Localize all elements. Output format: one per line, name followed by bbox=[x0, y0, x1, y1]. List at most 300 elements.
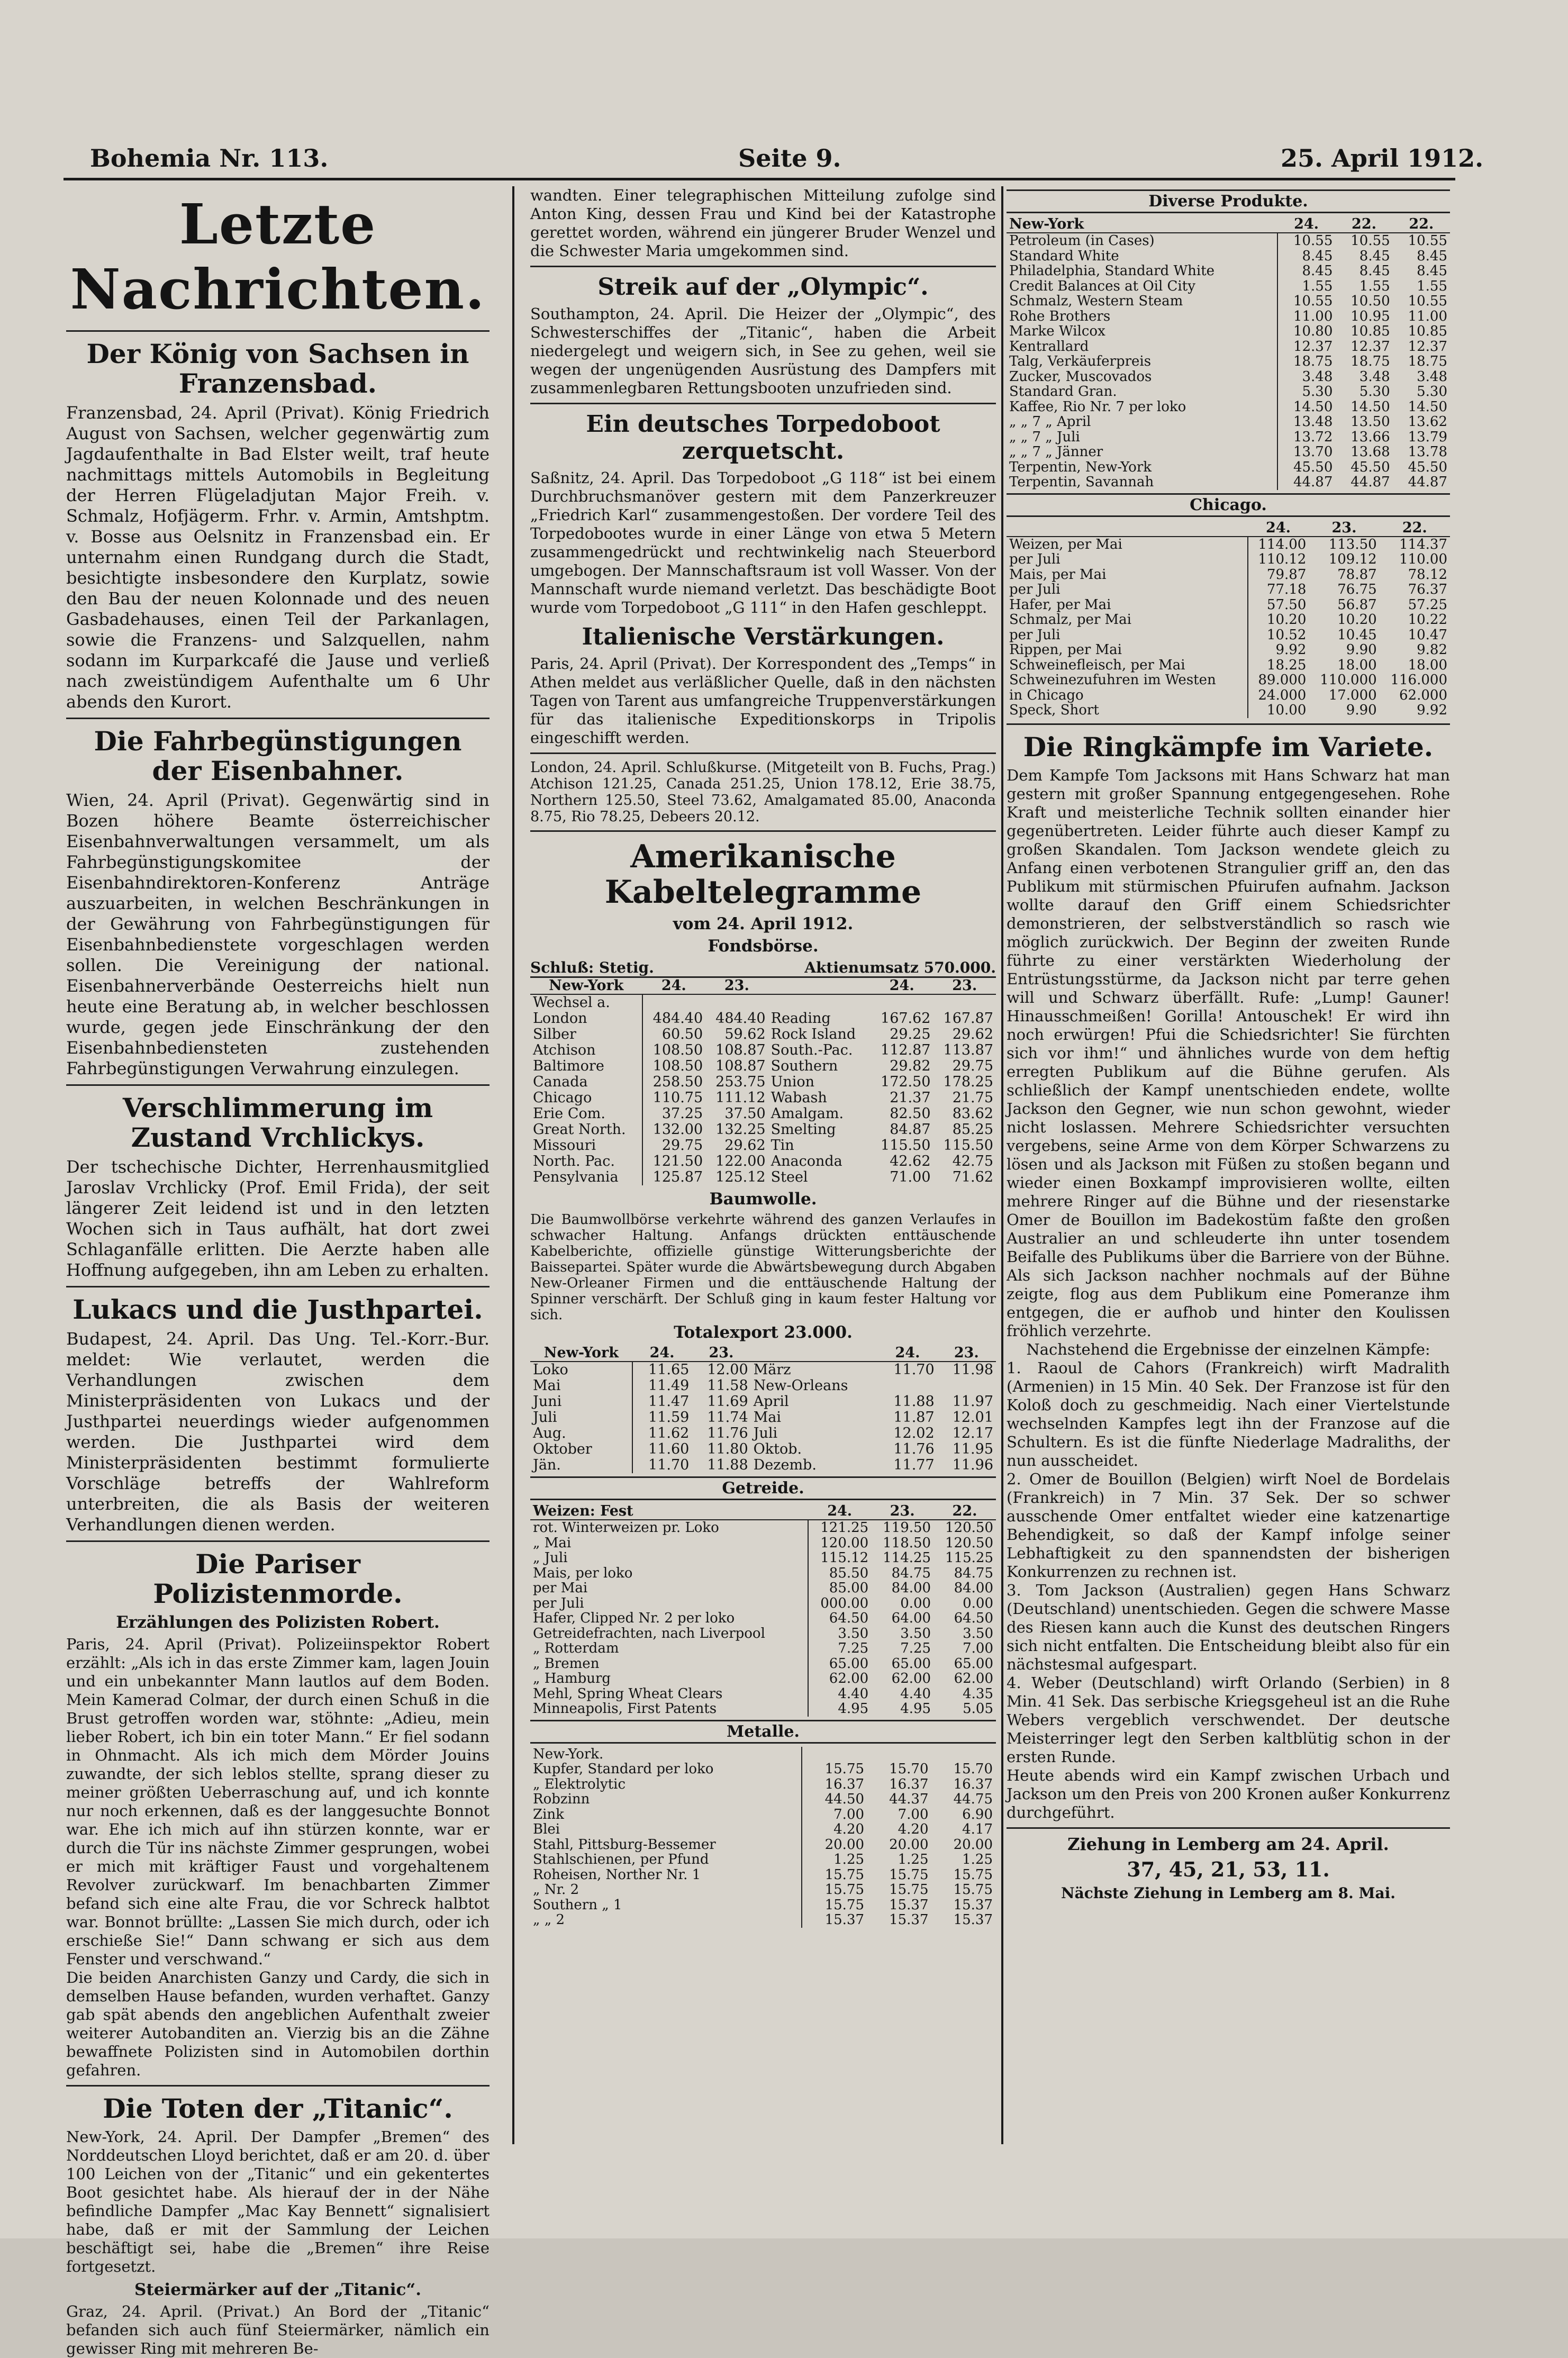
metalle-table bbox=[530, 1747, 996, 1928]
table-row bbox=[530, 1898, 995, 1913]
table-cell: 10.55 bbox=[1408, 293, 1447, 309]
table-cell: 82.50 bbox=[890, 1105, 931, 1122]
table-cell bbox=[933, 994, 996, 1011]
table-cell: „ Bremen bbox=[533, 1655, 600, 1672]
table-cell: 83.62 bbox=[952, 1105, 993, 1122]
table-cell: 8.45 bbox=[1277, 249, 1336, 264]
table-row bbox=[1007, 279, 1450, 294]
table-cell: 71.00 bbox=[890, 1169, 931, 1186]
result-item: 4. Weber (Deutschland) wirft Orlando (Serbien) in 8 Min. 41 Sek. Das serbische Kriegsgeheul ist an die Ruhe Webers vergeblich verschwendet. Der deutsche Meisterringer legt den Serben kaltblütig schon in der ersten Runde. bbox=[1007, 1673, 1450, 1766]
table-cell: 11.70 bbox=[632, 1457, 692, 1473]
article-headline: Die Toten der „Titanic“. bbox=[103, 2093, 453, 2124]
table-cell: 9.90 bbox=[1346, 642, 1377, 658]
table-row bbox=[1007, 673, 1450, 688]
article-headline: Italienische Verstärkungen. bbox=[582, 623, 945, 650]
table-cell: 42.62 bbox=[890, 1153, 931, 1170]
table-cell: North. Pac. bbox=[533, 1153, 615, 1170]
table-cell: 4.40 bbox=[808, 1686, 871, 1702]
table-cell: 10.52 bbox=[1248, 628, 1309, 643]
table-cell: 120.00 bbox=[808, 1536, 871, 1551]
table-cell: 109.12 bbox=[1328, 551, 1377, 567]
table-cell: New-York. bbox=[533, 1746, 604, 1762]
table-cell: 45.50 bbox=[1408, 459, 1447, 475]
table-cell: 484.40 bbox=[642, 1011, 706, 1027]
table-cell: Silber bbox=[533, 1026, 576, 1043]
table-cell: 121.25 bbox=[808, 1520, 871, 1536]
table-row bbox=[530, 1747, 995, 1762]
table-row bbox=[1007, 233, 1450, 249]
table-cell: 1.55 bbox=[1277, 279, 1336, 294]
table-cell: 37.25 bbox=[642, 1106, 706, 1122]
table-cell: 29.25 bbox=[890, 1026, 931, 1043]
table-cell: 108.50 bbox=[642, 1042, 706, 1058]
table-cell: 45.50 bbox=[1277, 460, 1336, 475]
table-cell: 24.000 bbox=[1248, 688, 1309, 703]
table-cell: Zink bbox=[533, 1806, 564, 1822]
table-row bbox=[1007, 400, 1450, 415]
table-cell: 10.55 bbox=[1277, 294, 1336, 309]
table-cell: Petroleum (in Cases) bbox=[1009, 233, 1155, 249]
table-cell: Minneapolis, First Patents bbox=[533, 1701, 717, 1717]
table-cell: „ Juli bbox=[533, 1550, 568, 1566]
table-cell: 13.62 bbox=[1408, 414, 1447, 430]
table-cell: 77.18 bbox=[1248, 582, 1309, 597]
table-cell: 167.87 bbox=[943, 1010, 993, 1027]
table-cell: 172.50 bbox=[881, 1074, 931, 1091]
table-row bbox=[1007, 369, 1450, 385]
kabel-title: Amerikanische Kabeltelegramme bbox=[604, 838, 922, 911]
table-cell: 132.25 bbox=[715, 1121, 766, 1138]
divider bbox=[66, 1084, 490, 1086]
baumwolle-table bbox=[530, 1345, 996, 1473]
table-cell: 85.50 bbox=[808, 1566, 871, 1581]
article-headline: Die Pariser Polizistenmorde. bbox=[153, 1548, 403, 1609]
table-cell: 110.00 bbox=[1399, 551, 1447, 567]
article-body: Southampton, 24. April. Die Heizer der „Olympic“, des Schwesterschiffes der „Titanic“, haben die Arbeit niedergelegt und weigern sich, in See zu gehen, weil sie wegen der ungenügenden Ausrüstung des Dampfers mit zusammenlegbaren Rettungsbooten unzufrieden sind. bbox=[530, 305, 996, 397]
divider bbox=[66, 1286, 490, 1287]
table-cell: Weizen, per Mai bbox=[1009, 536, 1122, 552]
table-cell: per Juli bbox=[1009, 582, 1061, 597]
header-issue: Bohemia Nr. 113. bbox=[90, 144, 329, 173]
table-cell: 10.20 bbox=[1337, 612, 1377, 628]
result-item: 3. Tom Jackson (Australien) gegen Hans Schwarz (Deutschland) unentschieden. Gegen die schwere Masse des Riesen kann auch die Kunst des deutschen Ringers sich nicht entfalten. Die Entscheidung bleibt also für ein nächstesmal aufgespart. bbox=[1007, 1581, 1450, 1673]
table-cell: 84.00 bbox=[954, 1580, 993, 1597]
result-item: 1. Raoul de Cahors (Frankreich) wirft Madralith (Armenien) in 15 Min. 40 Sek. Der Franzose ist für den Koloß doch zu geschmeidig. Nach einer Viertelstunde wechselnden Kampfes legt ihn der Franzose auf die Schultern. Es ist die fünfte Niederlage Madraliths, der nun ausscheidet. bbox=[1007, 1358, 1450, 1470]
table-cell: 10.50 bbox=[1351, 293, 1390, 309]
table-cell bbox=[802, 1747, 867, 1762]
table-row bbox=[1007, 658, 1450, 673]
divider bbox=[530, 266, 996, 267]
table-cell: 9.92 bbox=[1417, 702, 1447, 718]
table-cell: 13.72 bbox=[1277, 430, 1336, 445]
table-cell: Wabash bbox=[771, 1090, 827, 1107]
table-cell: 5.30 bbox=[1417, 384, 1447, 400]
table-cell: Getreidefrachten, nach Liverpool bbox=[533, 1625, 765, 1641]
table-cell bbox=[937, 1378, 996, 1394]
table-cell: 112.87 bbox=[881, 1042, 931, 1059]
fonds-table bbox=[530, 978, 996, 1185]
table-cell: „ „ 7 „ April bbox=[1009, 414, 1091, 430]
table-cell: 116.000 bbox=[1390, 672, 1447, 688]
table-cell: 29.82 bbox=[890, 1058, 931, 1075]
table-cell: 60.50 bbox=[642, 1027, 706, 1042]
table-header: 24. bbox=[632, 1345, 692, 1362]
table-cell: Baltimore bbox=[533, 1058, 604, 1075]
table-cell: per Juli bbox=[1009, 627, 1061, 643]
table-cell: 114.37 bbox=[1399, 536, 1447, 552]
table-cell: 62.000 bbox=[1399, 687, 1447, 703]
table-row bbox=[1007, 414, 1450, 430]
table-row bbox=[1007, 384, 1450, 400]
table-cell: „ Mai bbox=[533, 1535, 572, 1551]
table-cell: 12.37 bbox=[1408, 338, 1447, 355]
table-cell: Juli bbox=[753, 1425, 778, 1442]
table-cell: 115.50 bbox=[881, 1137, 931, 1154]
table-row bbox=[1007, 582, 1450, 597]
divider bbox=[530, 830, 996, 832]
table-row bbox=[530, 1626, 996, 1641]
table-cell: Wechsel a. bbox=[533, 994, 610, 1011]
table-row bbox=[530, 1362, 996, 1378]
table-row bbox=[530, 1762, 995, 1777]
table-cell: 56.87 bbox=[1337, 596, 1377, 613]
table-cell: in Chicago bbox=[1009, 687, 1084, 703]
stock-report: London, 24. April. Schlußkurse. (Mitgeteilt von B. Fuchs, Prag.) Atchison 121.25, Canada 251.25, Union 178.12, Erie 38.75, Northern 125.50, Steel 73.62, Amalgamated 85.00, Anaconda 8.75, Rio 78.25, Debeers 20.12. bbox=[530, 759, 996, 825]
table-cell: Erie Com. bbox=[533, 1105, 605, 1122]
table-row bbox=[530, 1520, 996, 1536]
table-cell: Hafer, per Mai bbox=[1009, 596, 1111, 613]
table-cell: 18.75 bbox=[1351, 353, 1390, 369]
table-cell: rot. Winterweizen pr. Loko bbox=[533, 1520, 719, 1536]
table-cell: 89.000 bbox=[1248, 673, 1309, 688]
table-cell: 11.65 bbox=[632, 1362, 692, 1378]
table-cell: 13.70 bbox=[1277, 445, 1336, 460]
table-cell: 7.00 bbox=[963, 1640, 993, 1657]
article-headline: Die Ringkämpfe im Variete. bbox=[1023, 731, 1434, 763]
table-cell: 6.90 bbox=[962, 1806, 993, 1822]
table-cell: Dezemb. bbox=[753, 1457, 817, 1474]
table-cell: Rohe Brothers bbox=[1009, 308, 1111, 324]
table-header: 24. bbox=[1248, 520, 1309, 537]
article-body: Graz, 24. April. (Privat.) An Bord der „Titanic“ befanden sich auch fünf Steiermärker, nämlich ein gewisser Ring mit mehreren Be- bbox=[66, 2302, 490, 2357]
table-row bbox=[1007, 309, 1450, 324]
table-cell: 44.87 bbox=[1351, 474, 1390, 490]
table-header: 23. bbox=[1309, 520, 1379, 537]
table-cell: „ Elektrolytic bbox=[533, 1776, 626, 1792]
table-header: 22. bbox=[1380, 520, 1450, 537]
table-cell: 11.80 bbox=[707, 1441, 748, 1458]
table-cell: 11.59 bbox=[632, 1410, 692, 1426]
table-cell: 57.50 bbox=[1248, 597, 1309, 613]
table-row bbox=[530, 1122, 996, 1138]
table-cell: 11.87 bbox=[893, 1409, 935, 1426]
table-cell: 5.30 bbox=[1277, 384, 1336, 400]
table-row bbox=[530, 1882, 995, 1898]
table-cell: 15.75 bbox=[802, 1882, 867, 1898]
table-row bbox=[530, 1686, 996, 1702]
table-cell: 85.25 bbox=[952, 1121, 993, 1138]
table-row bbox=[530, 1566, 996, 1581]
table-cell: 4.35 bbox=[963, 1685, 993, 1702]
table-header: New-York bbox=[1007, 216, 1277, 233]
table-cell bbox=[878, 1378, 937, 1394]
table-cell: Oktob. bbox=[753, 1441, 802, 1458]
table-cell: 11.49 bbox=[632, 1378, 692, 1394]
table-cell: Zucker, Muscovados bbox=[1009, 368, 1152, 385]
table-cell: 44.87 bbox=[1408, 474, 1447, 490]
table-cell: 15.37 bbox=[802, 1912, 867, 1928]
table-row bbox=[1007, 597, 1450, 613]
getreide-table-body bbox=[530, 1520, 996, 1717]
table-row bbox=[1007, 430, 1450, 445]
table-cell: 11.62 bbox=[632, 1426, 692, 1441]
table-cell: 4.40 bbox=[900, 1685, 931, 1702]
table-cell: Great North. bbox=[533, 1121, 626, 1138]
table-cell: 11.88 bbox=[707, 1457, 748, 1474]
table-cell: Standard Gran. bbox=[1009, 384, 1117, 400]
table-header: Weizen: Fest bbox=[530, 1503, 808, 1520]
table-row bbox=[530, 1611, 996, 1626]
table-header: 24. bbox=[871, 978, 933, 994]
table-row bbox=[530, 1394, 996, 1410]
table-row bbox=[530, 1596, 996, 1611]
table-cell: 15.37 bbox=[889, 1912, 929, 1928]
table-cell: März bbox=[753, 1362, 791, 1378]
article-body: Dem Kampfe Tom Jacksons mit Hans Schwarz hat man gestern mit großer Spannung entgegengesehen. Rohe Kraft und meisterliche Technik sollten einander hier gegenübertreten. Leider führte auch dieser Kampf zu großen Skandalen. Tom Jackson wendete gleich zu Anfang einen verbotenen Strangulier griff an, den das Publikum mit stürmischen Pfuirufen aufnahm. Jackson wollte darauf den Griff einem Schiedsrichter demonstrieren, der selbstverständlich so rasch wie möglich zurückwich. Der Beginn der zweiten Runde führte zu einer verstärkten Wiederholung der Entrüstungsstürme, da Jackson nicht par terre gehen will und Schwarz überfällt. Rufe: „Lump! Gauner! Hinausschmeißen! Gorilla! Antouschek! Er wird ihn noch erwürgen! Pfui die Schiedsrichter! Sie fürchten sich vor ihm!“ und ähnliches wurde von dem heftig erregten Publikum auf die Bühne gerufen. Als schließlich der Kampf unentschieden endete, wollte Jackson den Gegner, wie nun schon gewohnt, wieder nicht loslassen. Mehrere Schiedsrichter versuchten vergebens, seine Arme von dem Körper Schwarzens zu lösen und als Jackson mit Füßen zu stoßen begann und wieder einen Boxkampf improvisieren wollte, eilten mehrere Ringer auf die Bühne und der riesenstarke Omer de Bouillon im Badekostüm faßte den großen Australier an und schleuderte ihn unter tosendem Beifalle des Publikums über die Barriere von der Bühne. Als sich Jackson nachher nochmals auf der Bühne zeigte, flog aus dem Publikum eine Pomeranze ihm entgegen, die er aufhob und hinter den Koulissen fröhlich verzehrte. bbox=[1007, 766, 1450, 1340]
table-cell: 76.37 bbox=[1408, 582, 1447, 597]
table-cell: 11.77 bbox=[893, 1457, 935, 1474]
fonds-title: Fondsbörse. bbox=[708, 937, 819, 956]
diverse-title: Diverse Produkte. bbox=[1007, 189, 1450, 213]
table-row bbox=[530, 1792, 995, 1807]
table-cell: Mai bbox=[533, 1377, 561, 1394]
table-cell: 10.22 bbox=[1408, 612, 1447, 628]
divider bbox=[1007, 1827, 1450, 1829]
table-cell: 1.25 bbox=[962, 1852, 993, 1868]
chicago-title: Chicago. bbox=[1007, 493, 1450, 517]
table-cell: 84.87 bbox=[890, 1121, 931, 1138]
table-row bbox=[530, 1426, 996, 1441]
table-cell: 85.00 bbox=[808, 1581, 871, 1596]
table-cell: 120.50 bbox=[945, 1535, 993, 1551]
table-cell: 110.75 bbox=[642, 1090, 706, 1106]
table-cell: Schmalz, per Mai bbox=[1009, 612, 1131, 628]
table-cell: 15.70 bbox=[953, 1761, 993, 1777]
table-cell: Blei bbox=[533, 1821, 560, 1838]
table-cell: 15.37 bbox=[953, 1912, 993, 1928]
table-row bbox=[1007, 567, 1450, 583]
table-header: 23. bbox=[933, 978, 996, 994]
table-cell: 4.17 bbox=[962, 1821, 993, 1838]
table-row bbox=[530, 1441, 996, 1457]
table-row bbox=[530, 1090, 996, 1106]
table-cell bbox=[705, 994, 768, 1011]
table-cell: 114.25 bbox=[883, 1550, 931, 1566]
table-row bbox=[530, 1822, 995, 1837]
table-cell: 1.55 bbox=[1359, 278, 1390, 294]
table-header: New-York bbox=[530, 1345, 632, 1362]
article-body: Heute abends wird ein Kampf zwischen Urbach und Jackson um den Preis von 200 Kronen außer Konkurrenz durchgeführt. bbox=[1007, 1766, 1450, 1821]
divider bbox=[66, 2085, 490, 2087]
table-header: 23. bbox=[937, 1345, 996, 1362]
table-cell: 8.45 bbox=[1417, 248, 1447, 264]
table-cell: 10.47 bbox=[1408, 627, 1447, 643]
table-cell: 12.37 bbox=[1351, 338, 1390, 355]
table-cell: Kentrallard bbox=[1009, 338, 1089, 355]
article-headline: Ein deutsches Torpedoboot zerquetscht. bbox=[586, 411, 940, 465]
table-cell: 3.50 bbox=[900, 1625, 931, 1641]
table-header: 22. bbox=[1335, 216, 1392, 233]
diverse-table bbox=[1007, 216, 1450, 490]
table-row bbox=[530, 1656, 996, 1672]
article-headline: Steiermärker auf der „Titanic“. bbox=[134, 2280, 421, 2299]
table-row bbox=[530, 1074, 996, 1090]
table-cell: 13.68 bbox=[1351, 444, 1390, 460]
table-header: 24. bbox=[808, 1503, 871, 1520]
baumwolle-table-body bbox=[530, 1362, 996, 1473]
table-cell: 37.50 bbox=[724, 1105, 766, 1122]
table-cell: 11.76 bbox=[707, 1425, 748, 1442]
table-cell: Smelting bbox=[771, 1121, 836, 1138]
table-cell: 0.00 bbox=[900, 1595, 931, 1611]
table-cell: 108.87 bbox=[715, 1058, 766, 1075]
table-cell: Jän. bbox=[533, 1457, 561, 1474]
table-cell: 484.40 bbox=[715, 1010, 766, 1027]
table-row bbox=[530, 1042, 996, 1058]
table-cell: 4.20 bbox=[898, 1821, 929, 1838]
table-cell: 10.85 bbox=[1408, 323, 1447, 339]
table-row bbox=[530, 1852, 995, 1867]
table-cell: Chicago bbox=[533, 1090, 592, 1107]
table-cell: Union bbox=[771, 1074, 815, 1091]
table-row bbox=[530, 1777, 995, 1792]
article-body: Paris, 24. April (Privat). Polizeiinspektor Robert erzählt: „Als ich in das erste Zimmer kam, lagen Jouin und ein unbekannter Mann lautlos auf dem Boden. Mein Kamerad Colmar, der durch einen Schuß in die Brust getroffen worden war, stöhnte: „Adieu, mein lieber Robert, ich bin ein toter Mann.“ Er fiel sodann in Ohnmacht. Als ich mich dem Mörder Jouins zuwandte, der sich leblos stellte, sprang dieser zu meiner größten Ueberraschung auf, und ich konnte nur noch erkennen, daß es der langgesuchte Bonnot war. Ehe ich mich auf ihn stürzen konnte, war er durch die Tür ins nächste Zimmer gesprungen, wobei er mich mit kräftiger Faust und vorgehaltenem Revolver zurückwarf. Im benachbarten Zimmer befand sich eine alte Frau, die vor Schreck halbtot war. Bonnot brüllte: „Lassen Sie mich durch, oder ich erschieße Sie!“ Dann schwang er sich aus dem Fenster und verschwand.“ bbox=[66, 1635, 490, 1968]
table-cell: 3.48 bbox=[1359, 368, 1390, 385]
article-body: Franzensbad, 24. April (Privat). König Friedrich August von Sachsen, welcher gegenwärtig zum Jagdaufenthalte in Bad Elster weilt, traf heute nachmittags mittels Automobils in Begleitung der Herren Flügeladjutan Major Freih. v. Schmalz, Hofjägerm. Frhr. v. Armin, Amtshptm. v. Bosse aus Oelsnitz in Franzensbad ein. Er unternahm einen Rundgang durch die Stadt, besichtigte insbesondere den Kurplatz, sowie den Bau der neuen Kolonnade und des neuen Gasbadehauses, einen Teil der Parkanlagen, sowie die Franzens- und Salzquellen, nahm sodann im Kurparkcafé die Jause und verließ nach zweistündigem Aufenthalte um 6 Uhr abends den Kurort. bbox=[66, 403, 490, 712]
table-cell: Aug. bbox=[533, 1425, 566, 1442]
table-row bbox=[1007, 445, 1450, 460]
baumwolle-text: Die Baumwollbörse verkehrte während des ganzen Verlaufes in schwacher Haltung. Anfangs drückten enttäuschende Kabelberichte, offizielle günstige Witterungsberichte der Baissepartei. Später wurde die Abwärtsbewegung durch Abgaben New-Orleaner Firmen und die enttäuschende Haltung der Spinner verschärft. Der Schluß ging in kaum fester Haltung vor sich. bbox=[530, 1212, 996, 1323]
table-cell: 45.50 bbox=[1351, 459, 1390, 475]
table-cell: 11.60 bbox=[632, 1441, 692, 1457]
getreide-table bbox=[530, 1503, 996, 1717]
table-cell: 8.45 bbox=[1277, 264, 1336, 279]
article-body: Wien, 24. April (Privat). Gegenwärtig sind in Bozen höhere Beamte österreichischer Eisenbahnverwaltungen versammelt, um als Fahrbegünstigungskomitee der Eisenbahndirektoren-Konferenz Anträge auszuarbeiten, in welchen Beschränkungen in der Gewährung von Fahrbegünstigungen für Eisenbahnbedienstete vorgeschlagen werden sollen. Die Vereinigung der national. Eisenbahnerverbände Oesterreichs hielt nun heute eine Beratung ab, in welcher beschlossen wurde, gegen jede Einschränkung der den Eisenbahnbediensteten zustehenden Fahrbegünstigungen Verwahrung einzulegen. bbox=[66, 790, 490, 1078]
table-cell: „ „ 7 „ Jänner bbox=[1009, 444, 1103, 460]
table-cell: 18.25 bbox=[1248, 658, 1309, 673]
table-cell: 59.62 bbox=[724, 1026, 766, 1043]
table-cell: 44.75 bbox=[953, 1791, 993, 1808]
column-2 bbox=[530, 186, 996, 2139]
totalexport: Totalexport 23.000. bbox=[674, 1323, 853, 1343]
divider bbox=[1007, 723, 1450, 725]
metalle-table-body bbox=[530, 1747, 995, 1928]
table-row bbox=[530, 1378, 996, 1394]
table-cell: 11.58 bbox=[707, 1377, 748, 1394]
table-cell: 65.00 bbox=[808, 1656, 871, 1672]
table-cell: Kaffee, Rio Nr. 7 per loko bbox=[1009, 398, 1186, 415]
table-cell: 11.00 bbox=[1408, 308, 1447, 324]
table-cell: 71.62 bbox=[952, 1169, 993, 1186]
results-intro: Nachstehend die Ergebnisse der einzelnen Kämpfe: bbox=[1026, 1340, 1430, 1358]
table-cell: 10.85 bbox=[1351, 323, 1390, 339]
table-row bbox=[1007, 460, 1450, 475]
article-headline: Lukacs und die Justhpartei. bbox=[72, 1294, 483, 1325]
table-cell: Amalgam. bbox=[771, 1105, 844, 1122]
table-cell: 78.87 bbox=[1337, 566, 1377, 583]
table-row bbox=[530, 1701, 996, 1717]
table-cell: 4.20 bbox=[802, 1822, 867, 1837]
table-row bbox=[530, 1550, 996, 1566]
table-cell: 9.82 bbox=[1417, 642, 1447, 658]
table-cell: 11.74 bbox=[707, 1409, 748, 1426]
table-cell: 7.25 bbox=[808, 1641, 871, 1656]
table-cell: 4.95 bbox=[808, 1701, 871, 1717]
table-row bbox=[530, 1457, 996, 1473]
table-cell: 5.30 bbox=[1359, 384, 1390, 400]
table-cell: 11.00 bbox=[1277, 309, 1336, 324]
table-cell: 15.75 bbox=[953, 1866, 993, 1883]
table-row bbox=[530, 1138, 996, 1154]
divider bbox=[66, 718, 490, 719]
table-row bbox=[1007, 339, 1450, 355]
table-row bbox=[530, 1867, 995, 1883]
table-row bbox=[530, 1027, 996, 1042]
table-cell: Reading bbox=[771, 1010, 831, 1027]
table-cell: 20.00 bbox=[889, 1836, 929, 1853]
table-cell: Mehl, Spring Wheat Clears bbox=[533, 1685, 723, 1702]
table-cell: 42.75 bbox=[952, 1153, 993, 1170]
table-cell: 10.55 bbox=[1408, 233, 1447, 249]
table-cell: 113.87 bbox=[943, 1042, 993, 1059]
table-cell: 000.00 bbox=[808, 1596, 871, 1611]
table-cell: 10.80 bbox=[1277, 324, 1336, 339]
column-divider bbox=[1001, 186, 1003, 2144]
table-cell: 258.50 bbox=[642, 1074, 706, 1090]
table-cell: Stahl, Pittsburg-Bessemer bbox=[533, 1836, 716, 1853]
table-cell: Loko bbox=[533, 1362, 568, 1378]
table-cell: 11.88 bbox=[893, 1393, 935, 1410]
table-cell: 12.00 bbox=[707, 1362, 748, 1378]
table-cell: Roheisen, Norther Nr. 1 bbox=[533, 1866, 701, 1883]
table-cell: 29.75 bbox=[952, 1058, 993, 1075]
table-cell: 44.87 bbox=[1277, 475, 1336, 490]
table-row bbox=[1007, 354, 1450, 369]
table-cell: 13.48 bbox=[1277, 414, 1336, 430]
lotto-numbers: 37, 45, 21, 53, 11. bbox=[1127, 1857, 1330, 1881]
article-body: Der tschechische Dichter, Herrenhausmitglied Jaroslav Vrchlicky (Prof. Emil Frida), der seit längerer Zeit leidend ist und in den letzten Wochen sich in Taus aufhält, hat dort zwei Schlaganfälle erlitten. Die Aerzte haben alle Hoffnung aufgegeben, ihn am Leben zu erhalten. bbox=[66, 1157, 490, 1280]
table-cell: Missouri bbox=[533, 1137, 596, 1154]
table-cell: 15.37 bbox=[889, 1897, 929, 1913]
table-cell: 64.50 bbox=[954, 1610, 993, 1627]
table-cell: 115.12 bbox=[808, 1550, 871, 1566]
table-cell: 65.00 bbox=[954, 1655, 993, 1672]
table-row bbox=[530, 1410, 996, 1426]
table-row bbox=[530, 1641, 996, 1656]
table-cell: „ „ 2 bbox=[533, 1912, 565, 1928]
table-cell: 21.37 bbox=[890, 1090, 931, 1107]
table-row bbox=[1007, 552, 1450, 567]
table-cell: 9.90 bbox=[1346, 702, 1377, 718]
table-cell: 65.00 bbox=[891, 1655, 931, 1672]
table-cell: 14.50 bbox=[1277, 400, 1336, 415]
table-cell: 13.79 bbox=[1408, 429, 1447, 445]
table-cell: 115.25 bbox=[945, 1550, 993, 1566]
table-cell: 7.00 bbox=[802, 1807, 867, 1822]
table-row bbox=[1007, 612, 1450, 628]
divider bbox=[530, 403, 996, 404]
table-cell: 15.75 bbox=[802, 1867, 867, 1883]
